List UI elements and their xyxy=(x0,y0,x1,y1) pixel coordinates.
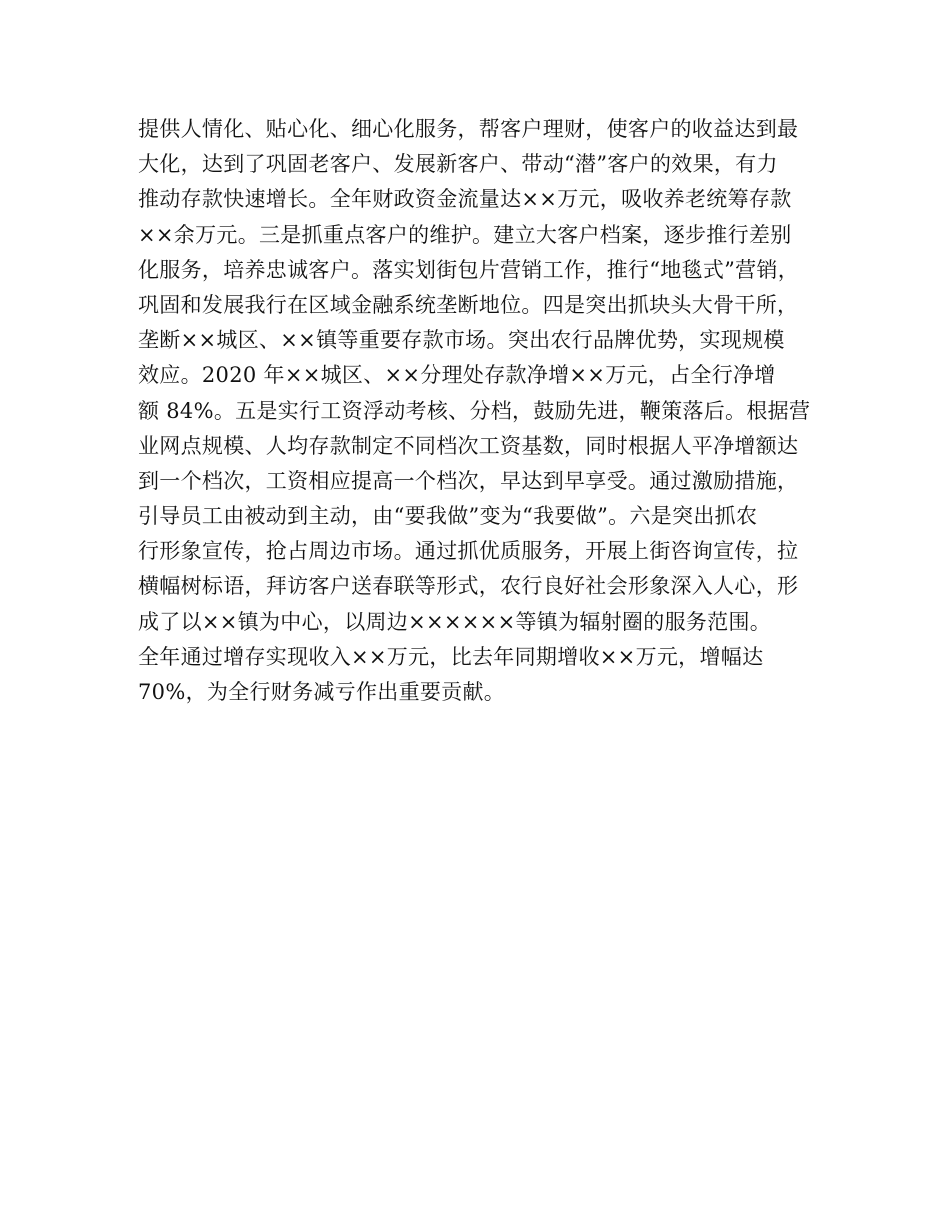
text-line: 推动存款快速增长。全年财政资金流量达××万元，吸收养老统筹存款 xyxy=(138,187,792,212)
text-line: 大化，达到了巩固老客户、发展新客户、带动“潜”客户的效果，有力 xyxy=(138,152,778,177)
text-line: 化服务，培养忠诚客户。落实划街包片营销工作，推行“地毯式”营销， xyxy=(138,257,800,282)
body-paragraph xyxy=(138,112,828,710)
text-line: 70%，为全行财务减亏作出重要贡献。 xyxy=(138,680,506,704)
text-line: 业网点规模、人均存款制定不同档次工资基数，同时根据人平净增额达 xyxy=(138,433,799,458)
text-line: 到一个档次，工资相应提高一个档次，早达到早享受。通过激励措施， xyxy=(138,468,799,493)
text-line: ××余万元。三是抓重点客户的维护。建立大客户档案，逐步推行差别 xyxy=(138,222,792,247)
text-line: 全年通过增存实现收入××万元，比去年同期增收××万元，增幅达 xyxy=(138,644,764,669)
text-line: 成了以××镇为中心，以周边××××××等镇为辐射圈的服务范围。 xyxy=(138,609,772,634)
text-line: 提供人情化、贴心化、细心化服务，帮客户理财，使客户的收益达到最 xyxy=(138,117,799,141)
text-line: 巩固和发展我行在区域金融系统垄断地位。四是突出抓块头大骨干所， xyxy=(138,292,799,317)
text-line: 效应。2020 年××城区、××分理处存款净增××万元，占全行净增 xyxy=(138,363,776,388)
text-line: 额 84%。五是实行工资浮动考核、分档，鼓励先进，鞭策落后。根据营 xyxy=(138,398,811,423)
text-line: 横幅树标语，拜访客户送春联等形式，农行良好社会形象深入人心，形 xyxy=(138,574,799,599)
text-line: 垄断××城区、××镇等重要存款市场。突出农行品牌优势，实现规模 xyxy=(138,328,785,353)
text-line: 引导员工由被动到主动，由“要我做”变为“我要做”。六是突出抓农 xyxy=(138,504,758,529)
text-line: 行形象宣传，抢占周边市场。通过抓优质服务，开展上街咨询宣传，拉 xyxy=(138,539,799,564)
